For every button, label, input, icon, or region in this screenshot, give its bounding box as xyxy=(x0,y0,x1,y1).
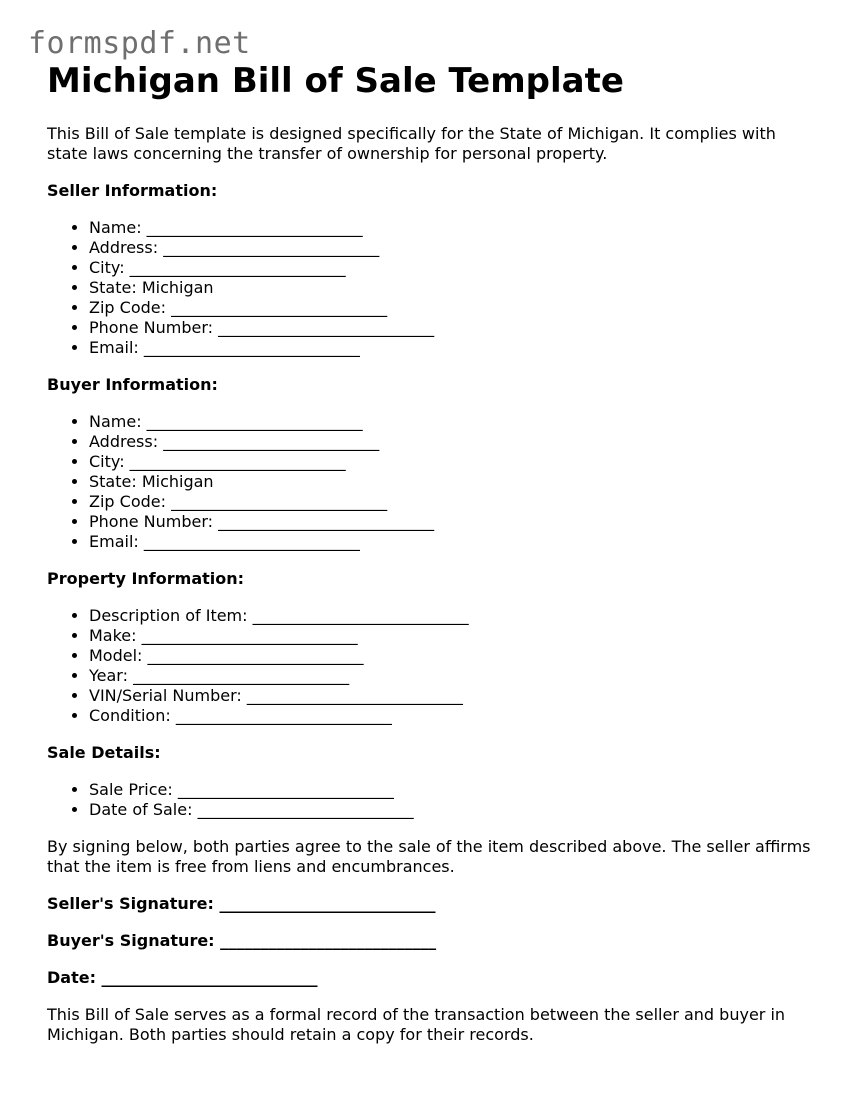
buyer-email-field: • Email: ___________________________ xyxy=(89,532,817,552)
property-year-field: • Year: ___________________________ xyxy=(89,666,817,686)
sale-heading: Sale Details: xyxy=(47,743,161,762)
seller-phone-field: • Phone Number: ___________________________ xyxy=(89,318,817,338)
buyer-state-field: • State: Michigan xyxy=(89,472,817,492)
property-condition-field: • Condition: ___________________________ xyxy=(89,706,817,726)
seller-zip-field: • Zip Code: ___________________________ xyxy=(89,298,817,318)
seller-heading: Seller Information: xyxy=(47,181,218,200)
property-model-field: • Model: ___________________________ xyxy=(89,646,817,666)
sale-fields-list xyxy=(47,780,817,820)
seller-city-field: • City: ___________________________ xyxy=(89,258,817,278)
seller-name-field: • Name: ___________________________ xyxy=(89,218,817,238)
closing-paragraph: This Bill of Sale serves as a formal record of the transaction between the seller and buyer in Michigan. Both parties should retain a copy for their records. xyxy=(47,1005,786,1044)
buyer-city-field: • City: ___________________________ xyxy=(89,452,817,472)
property-description-field: • Description of Item: ___________________________ xyxy=(89,606,817,626)
seller-email-field: • Email: ___________________________ xyxy=(89,338,817,358)
sale-date-field: • Date of Sale: ___________________________ xyxy=(89,800,817,820)
watermark: formspdf.net xyxy=(28,26,251,61)
buyer-address-field: • Address: ___________________________ xyxy=(89,432,817,452)
seller-address-field: • Address: ___________________________ xyxy=(89,238,817,258)
buyer-phone-field: • Phone Number: ___________________________ xyxy=(89,512,817,532)
seller-state-field: • State: Michigan xyxy=(89,278,817,298)
property-vin-field: • VIN/Serial Number: ___________________________ xyxy=(89,686,817,706)
seller-fields-list xyxy=(47,218,817,358)
property-make-field: • Make: ___________________________ xyxy=(89,626,817,646)
property-fields-list xyxy=(47,606,817,726)
sale-price-field: • Sale Price: ___________________________ xyxy=(89,780,817,800)
property-heading: Property Information: xyxy=(47,569,245,588)
date-signature-line: Date: ___________________________ xyxy=(47,968,318,987)
buyer-heading: Buyer Information: xyxy=(47,375,218,394)
buyer-zip-field: • Zip Code: ___________________________ xyxy=(89,492,817,512)
agreement-paragraph: By signing below, both parties agree to the sale of the item described above. The seller affirms that the item is free from liens and encumbrances. xyxy=(47,837,811,876)
intro-paragraph: This Bill of Sale template is designed specifically for the State of Michigan. It complies with state laws concerning the transfer of ownership for personal property. xyxy=(47,124,776,163)
buyer-fields-list xyxy=(47,412,817,552)
document-body xyxy=(47,60,817,1045)
page-title: Michigan Bill of Sale Template xyxy=(47,61,624,101)
seller-signature-line: Seller's Signature: ___________________________ xyxy=(47,894,436,913)
buyer-signature-line: Buyer's Signature: ___________________________ xyxy=(47,931,437,950)
buyer-name-field: • Name: ___________________________ xyxy=(89,412,817,432)
